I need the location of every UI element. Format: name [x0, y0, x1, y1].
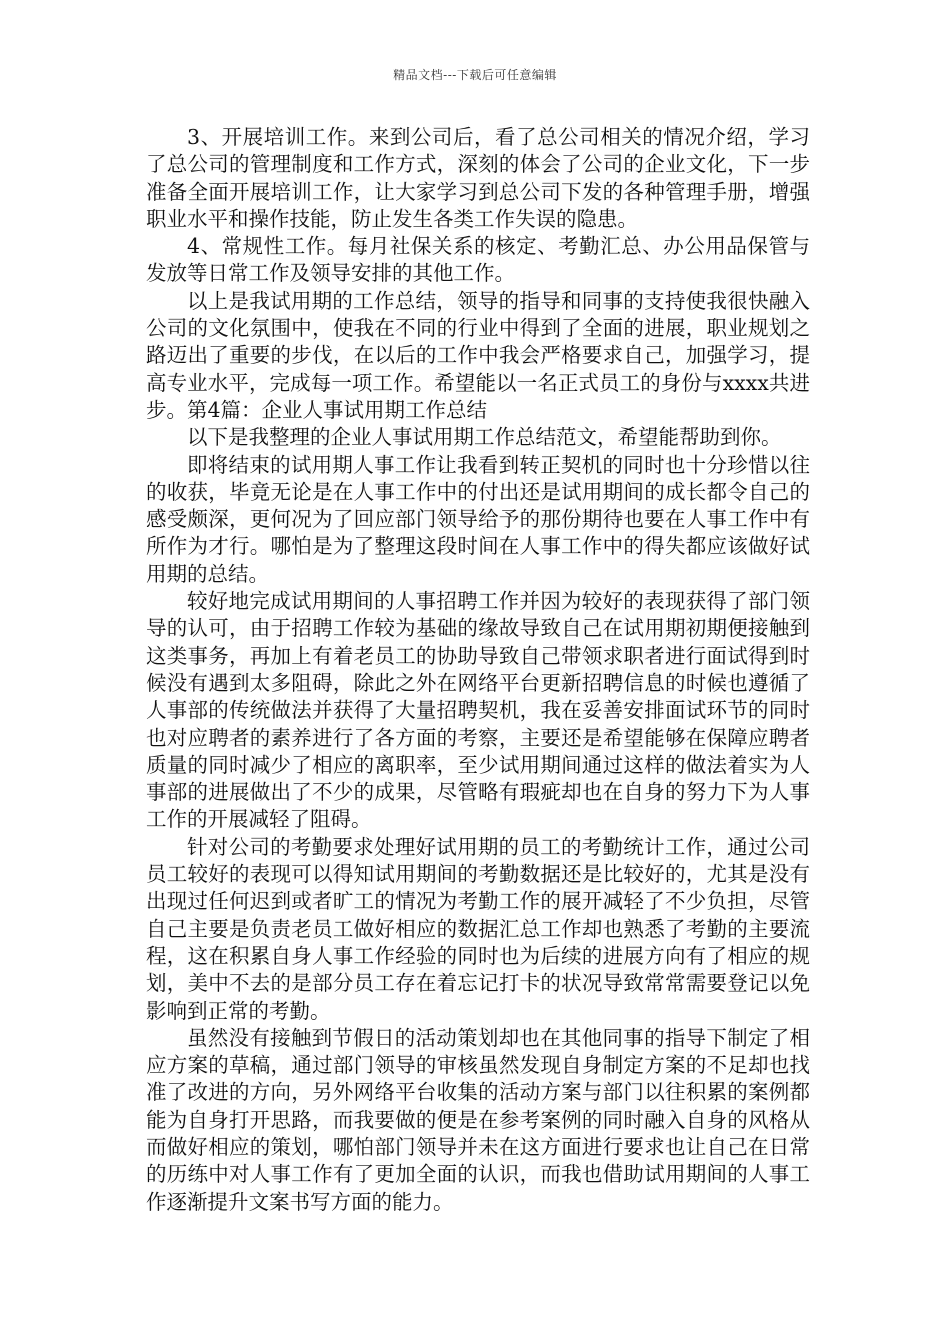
paragraph-summary: 以上是我试用期的工作总结，领导的指导和同事的支持使我很快融入公司的文化氛围中，使我在不同的行业中得到了全面的进展，职业规划之路迈出了重要的步伐，在以后的工作中我会严格要求自己，加强学习，提高专业水平，完成每一项工作。希望能以一名正式员工的身份与xxxx共进步。第4篇：企业人事试用期工作总结: [146, 288, 810, 422]
document-body: [146, 124, 810, 1216]
paragraph-training: 3、开展培训工作。来到公司后，看了总公司相关的情况介绍，学习了总公司的管理制度和工作方式，深刻的体会了公司的企业文化，下一步准备全面开展培训工作，让大家学习到总公司下发的各种管理手册，增强职业水平和操作技能，防止发生各类工作失误的隐患。: [146, 125, 810, 231]
paragraph-recruitment: 较好地完成试用期间的人事招聘工作并因为较好的表现获得了部门领导的认可，由于招聘工作较为基础的缘故导致自己在试用期初期便接触到这类事务，再加上有着老员工的协助导致自己带领求职者进行面试得到时候没有遇到太多阻碍，除此之外在网络平台更新招聘信息的时候也遵循了人事部的传统做法并获得了大量招聘契机，我在妥善安排面试环节的同时也对应聘者的素养进行了各方面的考察，主要还是希望能够在保障应聘者质量的同时减少了相应的离职率，至少试用期间通过这样的做法着实为人事部的进展做出了不少的成果，尽管略有瑕疵却也在自身的努力下为人事工作的开展减轻了阻碍。: [146, 589, 810, 832]
paragraph-routine-work: 4、常规性工作。每月社保关系的核定、考勤汇总、办公用品保管与发放等日常工作及领导安排的其他工作。: [146, 234, 810, 286]
page-header: 精品文档---下载后可任意编辑: [393, 68, 557, 82]
paragraph-probation-end: 即将结束的试用期人事工作让我看到转正契机的同时也十分珍惜以往的收获，毕竟无论是在人事工作中的付出还是试用期间的成长都令自己的感受颇深，更何况为了回应部门领导给予的那份期待也要在人事工作中有所作为才行。哪怕是为了整理这段时间在人事工作中的得失都应该做好试用期的总结。: [146, 452, 810, 586]
paragraph-attendance: 针对公司的考勤要求处理好试用期的员工的考勤统计工作，通过公司员工较好的表现可以得知试用期间的考勤数据还是比较好的，尤其是没有出现过任何迟到或者旷工的情况为考勤工作的展开减轻了不少负担，尽管自己主要是负责老员工做好相应的数据汇总工作却也熟悉了考勤的主要流程，这在积累自身人事工作经验的同时也为后续的进展方向有了相应的规划，美中不去的是部分员工存在着忘记打卡的状况导致常常需要登记以免影响到正常的考勤。: [146, 834, 810, 1023]
paragraph-event-planning: 虽然没有接触到节假日的活动策划却也在其他同事的指导下制定了相应方案的草稿，通过部门领导的审核虽然发现自身制定方案的不足却也找准了改进的方向，另外网络平台收集的活动方案与部门以往积累的案例都能为自身打开思路，而我要做的便是在参考案例的同时融入自身的风格从而做好相应的策划，哪怕部门领导并未在这方面进行要求也让自己在日常的历练中对人事工作有了更加全面的认识，而我也借助试用期间的人事工作逐渐提升文案书写方面的能力。: [146, 1025, 810, 1214]
paragraph-intro: 以下是我整理的企业人事试用期工作总结范文，希望能帮助到你。: [187, 425, 782, 450]
